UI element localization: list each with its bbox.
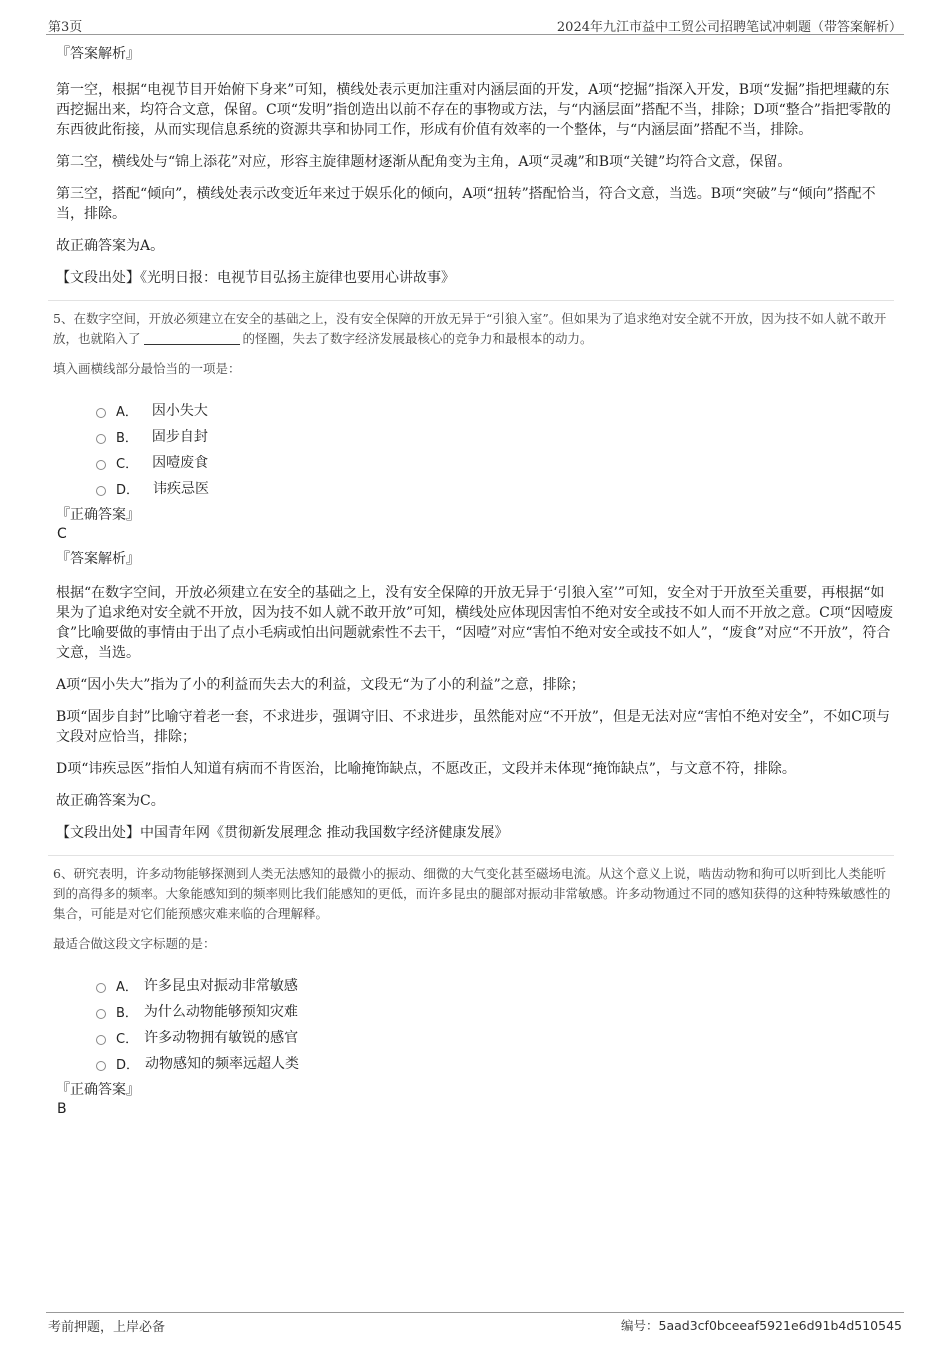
q6-question: 6、研究表明，许多动物能够探测到人类无法感知的最微小的振动、细微的大气变化甚至磁场电流。从这个意义上说，啮齿动物和狗可以听到比人类能听到的高得多的频率。大象能感知到的频率则比我们能感知的更低，而许多昆虫的腿部对振动非常敏感。许多动物通过不同的感知获得的这种特殊敏感性的集合，可能是对它们能预感灾难来临的合理解释。	[53, 866, 891, 921]
radio-icon[interactable]	[96, 1061, 106, 1071]
page-footer	[46, 1312, 904, 1335]
q5-option-a[interactable]	[96, 397, 894, 423]
q4-source: 【文段出处】《光明日报：电视节目弘扬主旋律也要用心讲故事》	[56, 270, 455, 286]
q6-options	[96, 972, 894, 1076]
q5-text-before: 5、在数字空间，开放必须建立在安全的基础之上，没有安全保障的开放无异于“引狼入室”。但如果为了追求绝对安全就不开放，因为技不如人就不敢开放，也就陷入了	[53, 311, 887, 346]
q5-text-after: 的怪圈，失去了数字经济发展最核心的竞争力和最根本的动力。	[242, 331, 593, 346]
q5-blank	[144, 330, 240, 345]
document-title: 2024年九江市益中工贸公司招聘笔试冲刺题（带答案解析）	[556, 20, 902, 35]
q5-option-d[interactable]	[96, 475, 894, 501]
divider	[48, 300, 894, 301]
q5-analysis-p4: D项“讳疾忌医”指怕人知道有病而不肯医治，比喻掩饰缺点，不愿改正，文段并未体现“掩饰缺点”，与文意不符，排除。	[56, 761, 796, 777]
option-text: 为什么动物能够预知灾难	[143, 1004, 298, 1020]
option-letter: A．	[116, 979, 138, 995]
q6-option-a[interactable]	[96, 972, 894, 998]
option-letter: B．	[116, 1005, 138, 1021]
q4-analysis-p1: 第一空，根据“电视节目开始俯下身来”可知，横线处表示更加注重对内涵层面的开发，A项“挖掘”指深入开发，B项“发掘”指把埋藏的东西挖掘出来，均符合文意，保留。C项“发明”指创造出以前不存在的事物或方法，与“内涵层面”搭配不当，排除；D项“整合”指把零散的东西彼此衔接，从而实现信息系统的资源共享和协同工作，形成有价值有效率的一个整体，与“内涵层面”搭配不当，排除。	[56, 82, 891, 138]
q5-question	[53, 309, 894, 349]
q5-source: 【文段出处】中国青年网《贯彻新发展理念 推动我国数字经济健康发展》	[56, 825, 509, 841]
radio-icon[interactable]	[96, 434, 106, 444]
q6-answer-label: 『正确答案』	[56, 1082, 140, 1098]
option-letter: B．	[116, 430, 138, 446]
radio-icon[interactable]	[96, 460, 106, 470]
page-content	[53, 44, 894, 1124]
q4-analysis-label: 『答案解析』	[56, 46, 140, 62]
option-text: 讳疾忌医	[153, 481, 210, 497]
q6-option-b[interactable]	[96, 998, 894, 1024]
page-header	[46, 14, 904, 35]
option-text: 因小失大	[151, 403, 208, 419]
q5-options	[96, 397, 894, 501]
option-letter: D．	[116, 1057, 140, 1073]
divider	[48, 855, 894, 856]
radio-icon[interactable]	[96, 1035, 106, 1045]
option-text: 许多动物拥有敏锐的感官	[144, 1030, 299, 1046]
option-letter: C．	[116, 456, 139, 472]
q5-analysis-p1: 根据“在数字空间，开放必须建立在安全的基础之上，没有安全保障的开放无异于‘引狼入室’”可知，安全对于开放至关重要，再根据“如果为了追求绝对安全就不开放，因为技不如人就不敢开放”可知，横线处应体现因害怕不绝对安全或技不如人而不开放之意。C项“因噎废食”比喻要做的事情由于出了点小毛病或怕出问题就索性不去干，“因噎”对应“害怕不绝对安全或技不如人”，“废食”对应“不开放”，符合文意，当选。	[56, 585, 894, 661]
q5-analysis-p2: A项“因小失大”指为了小的利益而失去大的利益，文段无“为了小的利益”之意，排除；	[56, 677, 585, 693]
q6-option-c[interactable]	[96, 1024, 894, 1050]
option-letter: C．	[116, 1031, 139, 1047]
q5-analysis-label: 『答案解析』	[56, 551, 140, 567]
q4-analysis-p2: 第二空，横线处与“锦上添花”对应，形容主旋律题材逐渐从配角变为主角，A项“灵魂”和B项“关键”均符合文意，保留。	[56, 154, 792, 170]
option-text: 固步自封	[151, 429, 208, 445]
option-letter: D．	[116, 482, 140, 498]
q5-analysis-conclusion: 故正确答案为C。	[56, 793, 165, 809]
option-letter: A．	[116, 404, 138, 420]
q5-option-b[interactable]	[96, 423, 894, 449]
footer-slogan: 考前押题，上岸必备	[48, 1320, 166, 1335]
option-text: 因噎废食	[152, 455, 209, 471]
q4-analysis-p3: 第三空，搭配“倾向”，横线处表示改变近年来过于娱乐化的倾向，A项“扭转”搭配恰当，符合文意，当选。B项“突破”与“倾向”搭配不当，排除。	[56, 186, 876, 222]
radio-icon[interactable]	[96, 408, 106, 418]
q5-prompt: 填入画横线部分最恰当的一项是：	[53, 361, 241, 376]
q5-option-c[interactable]	[96, 449, 894, 475]
option-text: 动物感知的频率远超人类	[145, 1056, 300, 1072]
q6-answer: B	[57, 1101, 67, 1117]
q5-analysis-p3: B项“固步自封”比喻守着老一套，不求进步，强调守旧、不求进步，虽然能对应“不开放”，但是无法对应“害怕不绝对安全”，不如C项与文段对应恰当，排除；	[56, 709, 890, 745]
option-text: 许多昆虫对振动非常敏感	[143, 978, 298, 994]
q6-option-d[interactable]	[96, 1050, 894, 1076]
q5-answer: C	[57, 526, 67, 542]
q4-analysis-conclusion: 故正确答案为A。	[56, 238, 165, 254]
radio-icon[interactable]	[96, 983, 106, 993]
radio-icon[interactable]	[96, 486, 106, 496]
radio-icon[interactable]	[96, 1009, 106, 1019]
page-number: 第3页	[48, 20, 83, 35]
footer-code: 编号：5aad3cf0bceeaf5921e6d91b4d510545	[621, 1318, 902, 1333]
q5-answer-label: 『正确答案』	[56, 507, 140, 523]
q6-prompt: 最适合做这段文字标题的是：	[53, 936, 216, 951]
